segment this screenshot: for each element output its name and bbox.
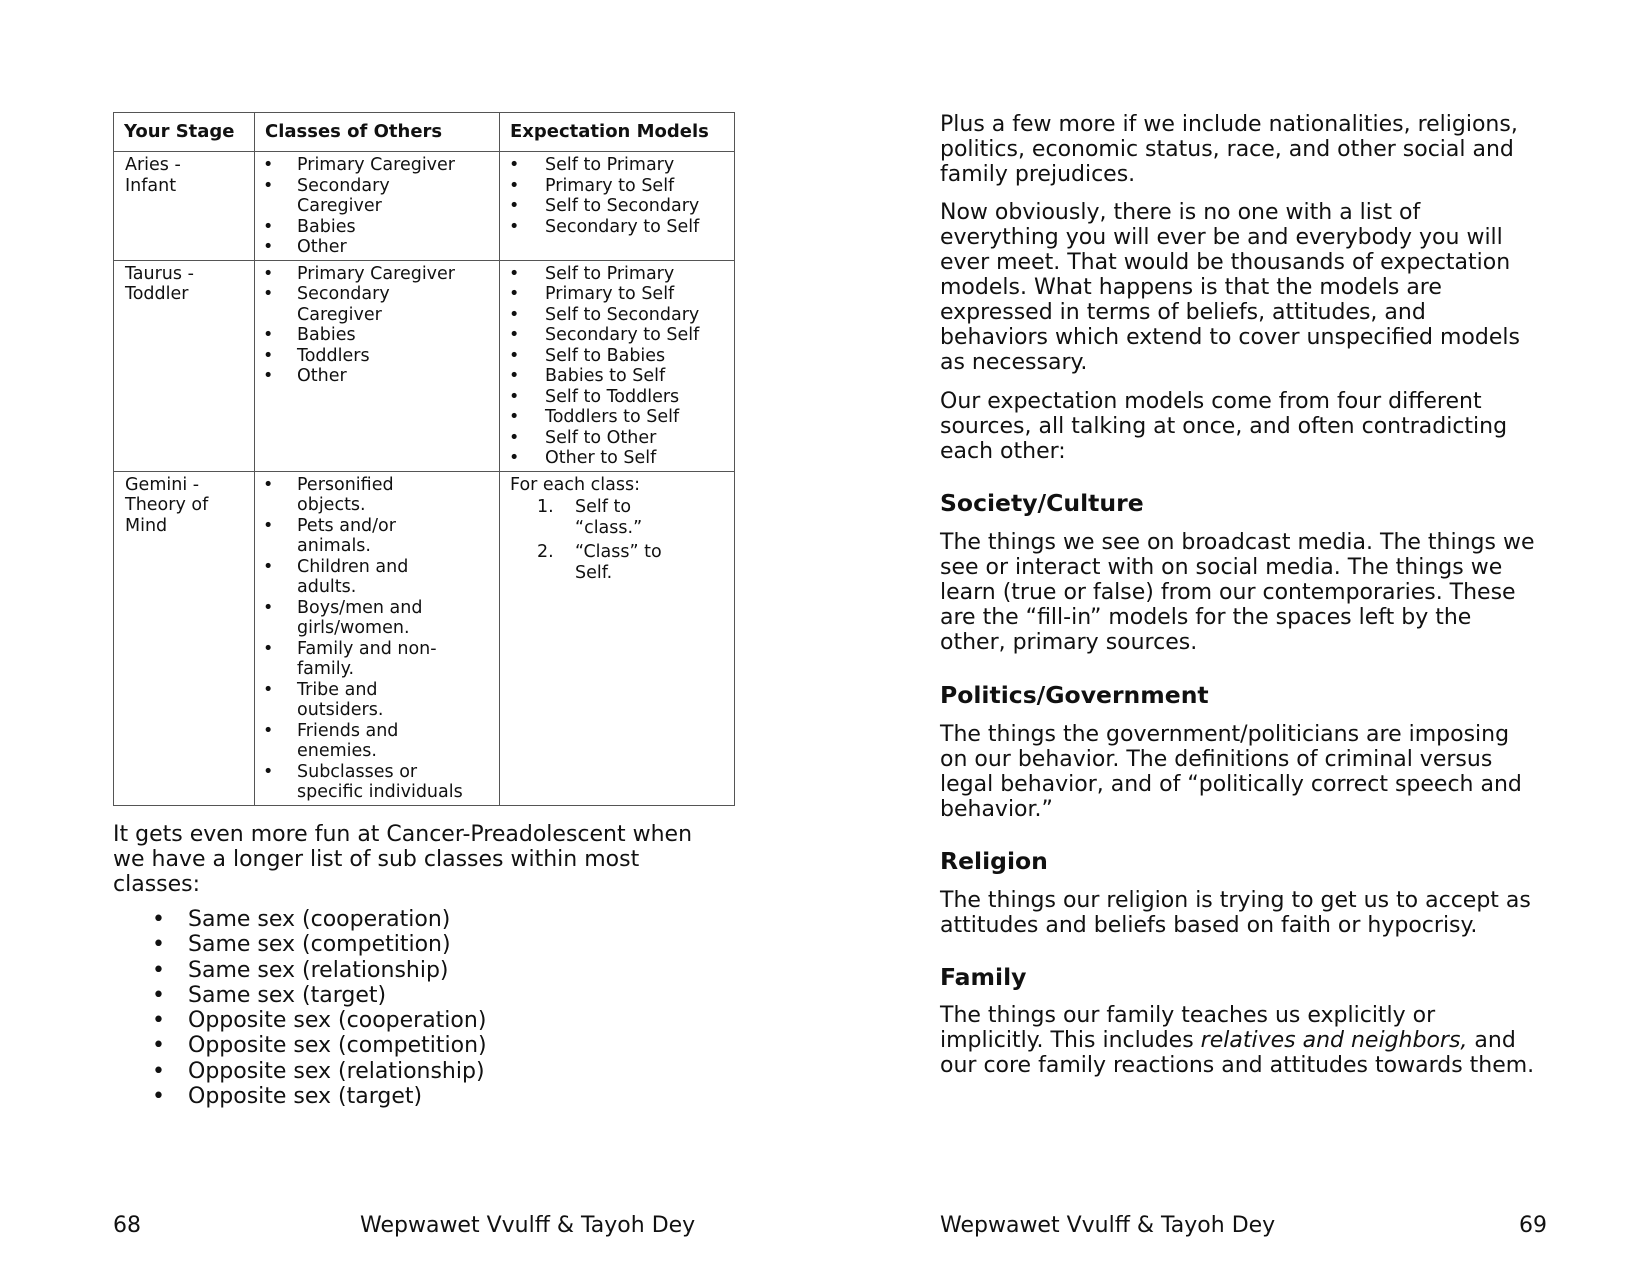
list-item: • Self to Secondary	[500, 305, 730, 326]
list-item: • Primary Caregiver	[255, 264, 491, 285]
paragraph-politics-government: The things the government/politicians are imposing on our behavior. The definitions of criminal versus legal behavior, and of “politically correct speech and behavior.”	[940, 722, 1522, 822]
list-item: • Other	[255, 366, 491, 387]
header-your-stage: Your Stage	[114, 113, 255, 152]
header-expectation-models: Expectation Models	[500, 113, 735, 152]
table-row	[114, 471, 735, 805]
list-item: • Primary Caregiver	[255, 155, 491, 176]
classes-cell	[255, 152, 500, 261]
stage-cell: Taurus - Toddler	[114, 260, 255, 471]
paragraph-sources: Our expectation models come from four different sources, all talking at once, and often contradicting each other:	[940, 389, 1508, 464]
list-item: • Secondary Caregiver	[255, 176, 491, 217]
list-item: • Opposite sex (target)	[148, 1084, 487, 1109]
list-item: • Friends and enemies.	[255, 721, 469, 762]
list-item: • Toddlers	[255, 346, 491, 367]
sub-classes-list	[148, 907, 487, 1109]
page-number-right: 69	[1519, 1213, 1547, 1238]
models-intro: For each class:	[510, 474, 641, 495]
list-item: • Babies to Self	[500, 366, 730, 387]
list-item: • Subclasses or specific individuals	[255, 762, 469, 803]
list-item: • Pets and/or animals.	[255, 516, 469, 557]
stage-cell: Aries - Infant	[114, 152, 255, 261]
page-number-left: 68	[113, 1213, 141, 1238]
intro-paragraph: It gets even more fun at Cancer-Preadolescent when we have a longer list of sub classes within most classes:	[113, 822, 693, 897]
stage-expectation-table	[113, 112, 735, 806]
list-item: • Secondary Caregiver	[255, 284, 491, 325]
list-item: • Same sex (competition)	[148, 932, 487, 957]
list-item: • Other to Self	[500, 448, 730, 469]
table-row	[114, 260, 735, 471]
list-item: • Same sex (target)	[148, 983, 487, 1008]
models-cell	[500, 260, 735, 471]
list-item: • Self to Primary	[500, 264, 730, 285]
list-item: • Secondary to Self	[500, 325, 730, 346]
list-item: • Tribe and outsiders.	[255, 680, 469, 721]
list-item: • Opposite sex (relationship)	[148, 1059, 487, 1084]
header-classes-of-others: Classes of Others	[255, 113, 500, 152]
right-page	[800, 0, 1649, 1275]
table-header-row	[114, 113, 735, 152]
heading-society-culture: Society/Culture	[940, 489, 1144, 517]
paragraph-religion: The things our religion is trying to get us to accept as attitudes and beliefs based on faith or hypocrisy.	[940, 888, 1531, 938]
author-footer-left: Wepwawet Vvulff & Tayoh Dey	[360, 1213, 696, 1238]
list-item: • Self to Primary	[500, 155, 730, 176]
list-item: • Personified objects.	[255, 475, 469, 516]
classes-cell	[255, 260, 500, 471]
list-item: • Opposite sex (competition)	[148, 1033, 487, 1058]
heading-religion: Religion	[940, 847, 1048, 875]
list-item: • Same sex (relationship)	[148, 958, 487, 983]
list-item: • Family and non-family.	[255, 639, 469, 680]
list-item: • Babies	[255, 325, 491, 346]
table-row	[114, 152, 735, 261]
paragraph-family: The things our family teaches us explicitly or implicitly. This includes relatives and neighbors, and our core family reactions and attitudes towards them.	[940, 1003, 1535, 1078]
list-item: • Self to Other	[500, 428, 730, 449]
list-item: • Other	[255, 237, 491, 258]
list-item: 1. Self to “class.”	[537, 497, 643, 538]
list-item: • Self to Babies	[500, 346, 730, 367]
list-item: • Secondary to Self	[500, 217, 730, 238]
paragraph-prejudices: Plus a few more if we include nationalities, religions, politics, economic status, race, and other social and family prejudices.	[940, 112, 1518, 187]
list-item: 2. “Class” to Self.	[537, 542, 662, 583]
list-item: • Children and adults.	[255, 557, 469, 598]
list-item: • Toddlers to Self	[500, 407, 730, 428]
list-item: • Boys/men and girls/women.	[255, 598, 469, 639]
list-item: • Primary to Self	[500, 176, 730, 197]
list-item: • Self to Secondary	[500, 196, 730, 217]
models-cell	[500, 152, 735, 261]
paragraph-expectation-models: Now obviously, there is no one with a list of everything you will ever be and everybody you will ever meet. That would be thousands of expectation models. What happens is that the models are expressed in terms of beliefs, attitudes, and behaviors which extend to cover unspecified models as necessary.	[940, 200, 1520, 375]
models-cell	[500, 471, 735, 805]
family-italic-phrase: relatives and neighbors,	[1200, 1028, 1468, 1053]
heading-politics-government: Politics/Government	[940, 681, 1209, 709]
left-page	[0, 0, 800, 1275]
list-item: • Self to Toddlers	[500, 387, 730, 408]
paragraph-society-culture: The things we see on broadcast media. The things we see or interact with on social media. The things we learn (true or false) from our contemporaries. These are the “fill-in” models for the spaces left by the other, primary sources.	[940, 530, 1535, 655]
list-item: • Opposite sex (cooperation)	[148, 1008, 487, 1033]
list-item: • Primary to Self	[500, 284, 730, 305]
heading-family: Family	[940, 963, 1027, 991]
classes-cell	[255, 471, 500, 805]
list-item: • Same sex (cooperation)	[148, 907, 487, 932]
stage-cell: Gemini - Theory of Mind	[114, 471, 255, 805]
list-item: • Babies	[255, 217, 491, 238]
author-footer-right: Wepwawet Vvulff & Tayoh Dey	[940, 1213, 1276, 1238]
